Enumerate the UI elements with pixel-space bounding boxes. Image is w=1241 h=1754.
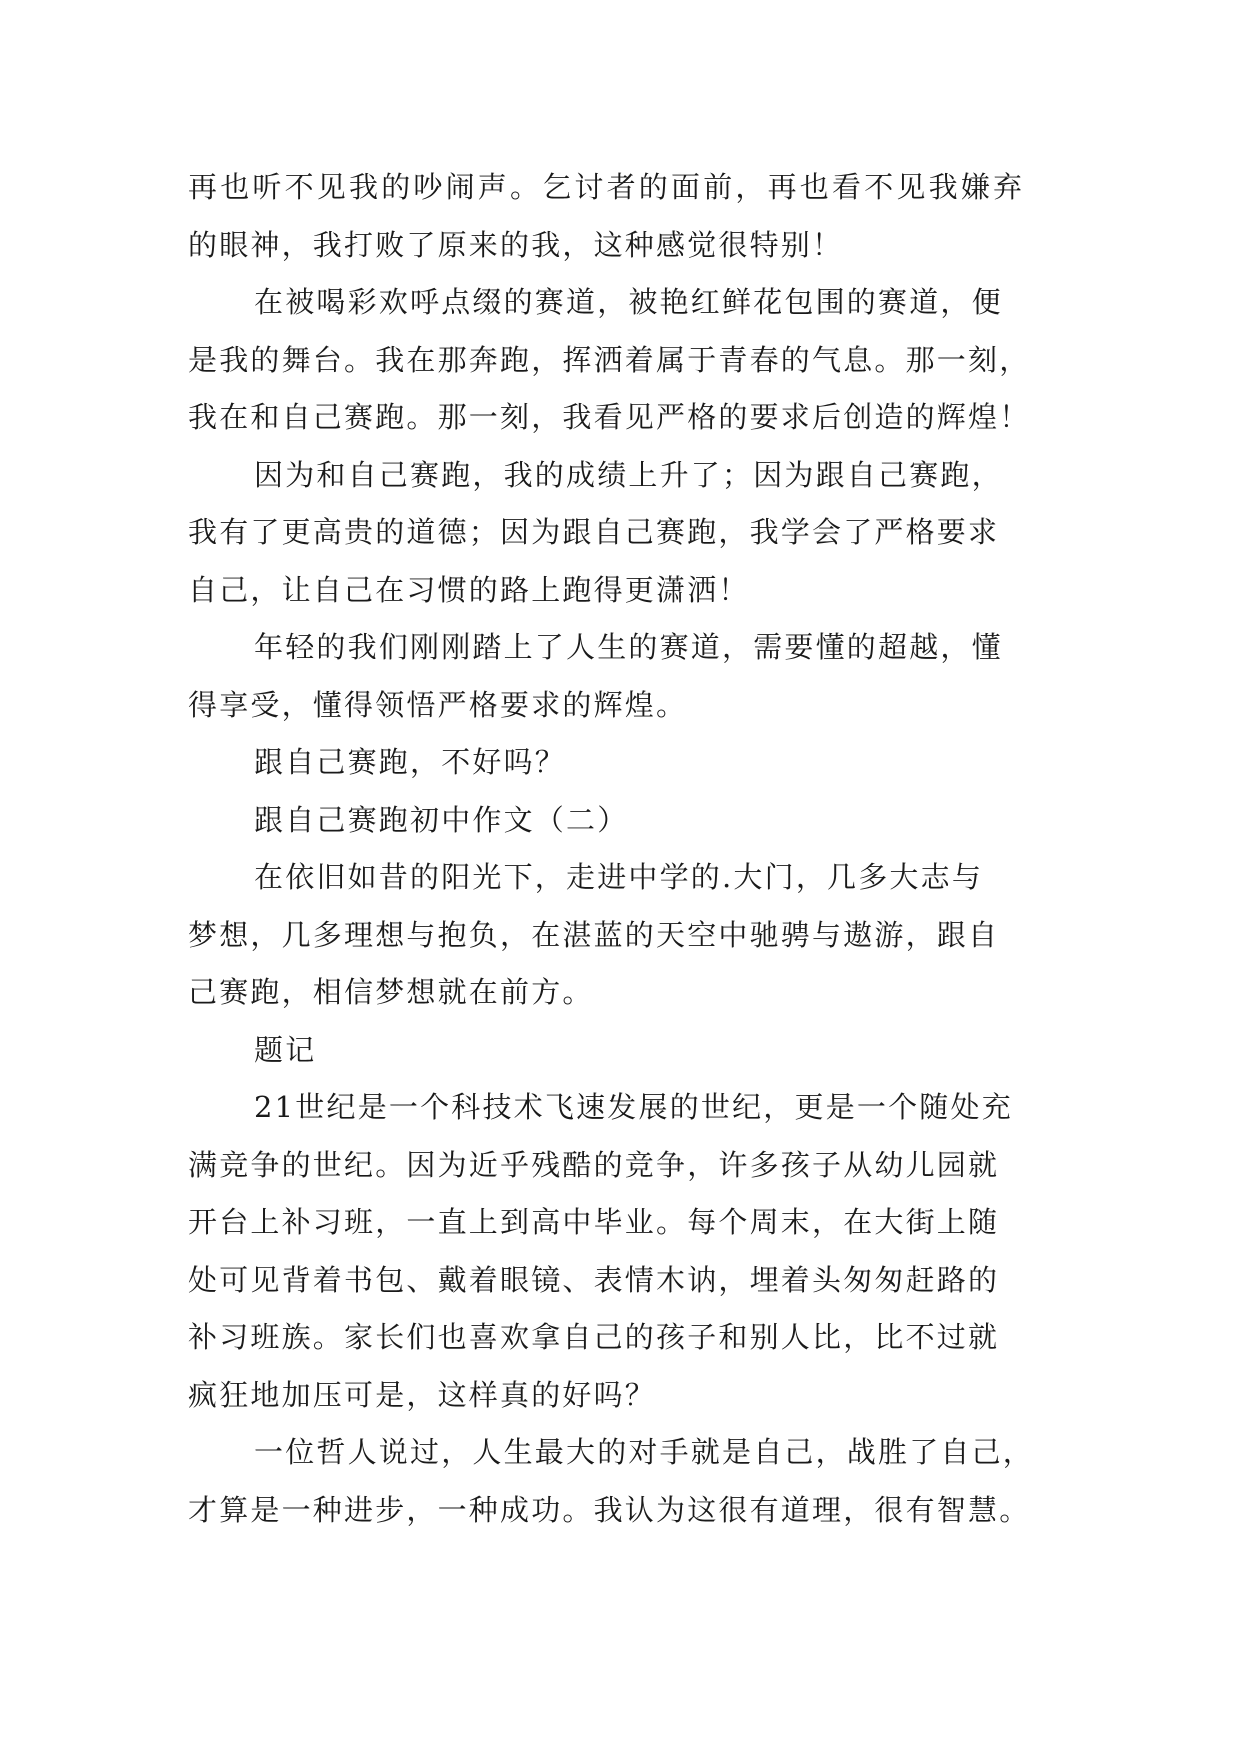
text-line: 再也听不见我的吵闹声。乞讨者的面前，再也看不见我嫌弃 (188, 170, 1026, 204)
paragraph-start-line: 跟自己赛跑，不好吗？ (254, 745, 567, 779)
paragraph-start-line: 在依旧如昔的阳光下，走进中学的.大门，几多大志与 (254, 860, 984, 894)
text-line: 补习班族。家长们也喜欢拿自己的孩子和别人比，比不过就 (188, 1320, 1000, 1354)
essay-body (188, 159, 1058, 1539)
text-line: 才算是一种进步，一种成功。我认为这很有道理，很有智慧。 (188, 1492, 1031, 1527)
text-line: 我有了更高贵的道德；因为跟自己赛跑，我学会了严格要求 (188, 515, 1000, 549)
paragraph-start-line: 在被喝彩欢呼点缀的赛道，被艳红鲜花包围的赛道，便 (254, 285, 1003, 319)
paragraph-start-line: 21世纪是一个科技术飞速发展的世纪，更是一个随处充 (254, 1090, 1013, 1124)
text-line: 疯狂地加压可是，这样真的好吗？ (188, 1377, 657, 1412)
text-line: 得享受，懂得领悟严格要求的辉煌。 (188, 687, 688, 722)
epigraph-label: 题记 (254, 1032, 317, 1067)
text-line: 是我的舞台。我在那奔跑，挥洒着属于青春的气息。那一刻， (188, 342, 1031, 377)
text-line: 处可见背着书包、戴着眼镜、表情木讷，埋着头匆匆赶路的 (188, 1262, 1000, 1297)
text-line: 开台上补习班，一直上到高中毕业。每个周末，在大街上随 (188, 1205, 1000, 1239)
text-line: 满竞争的世纪。因为近乎残酷的竞争，许多孩子从幼儿园就 (188, 1147, 1000, 1182)
text-line: 自己，让自己在习惯的路上跑得更潇洒！ (188, 572, 750, 607)
text-line: 梦想，几多理想与抱负，在湛蓝的天空中驰骋与遨游，跟自 (188, 917, 1000, 952)
text-line: 的眼神，我打败了原来的我，这种感觉很特别！ (188, 227, 844, 262)
section-heading: 跟自己赛跑初中作文（二） (254, 802, 629, 837)
text-line: 我在和自己赛跑。那一刻，我看见严格的要求后创造的辉煌！ (188, 400, 1031, 434)
paragraph-start-line: 年轻的我们刚刚踏上了人生的赛道，需要懂的超越，懂 (254, 630, 1003, 664)
paragraph-start-line: 一位哲人说过，人生最大的对手就是自己，战胜了自己， (254, 1435, 1035, 1469)
paragraph-start-line: 因为和自己赛跑，我的成绩上升了；因为跟自己赛跑， (254, 457, 1003, 492)
text-line: 己赛跑，相信梦想就在前方。 (188, 975, 594, 1009)
